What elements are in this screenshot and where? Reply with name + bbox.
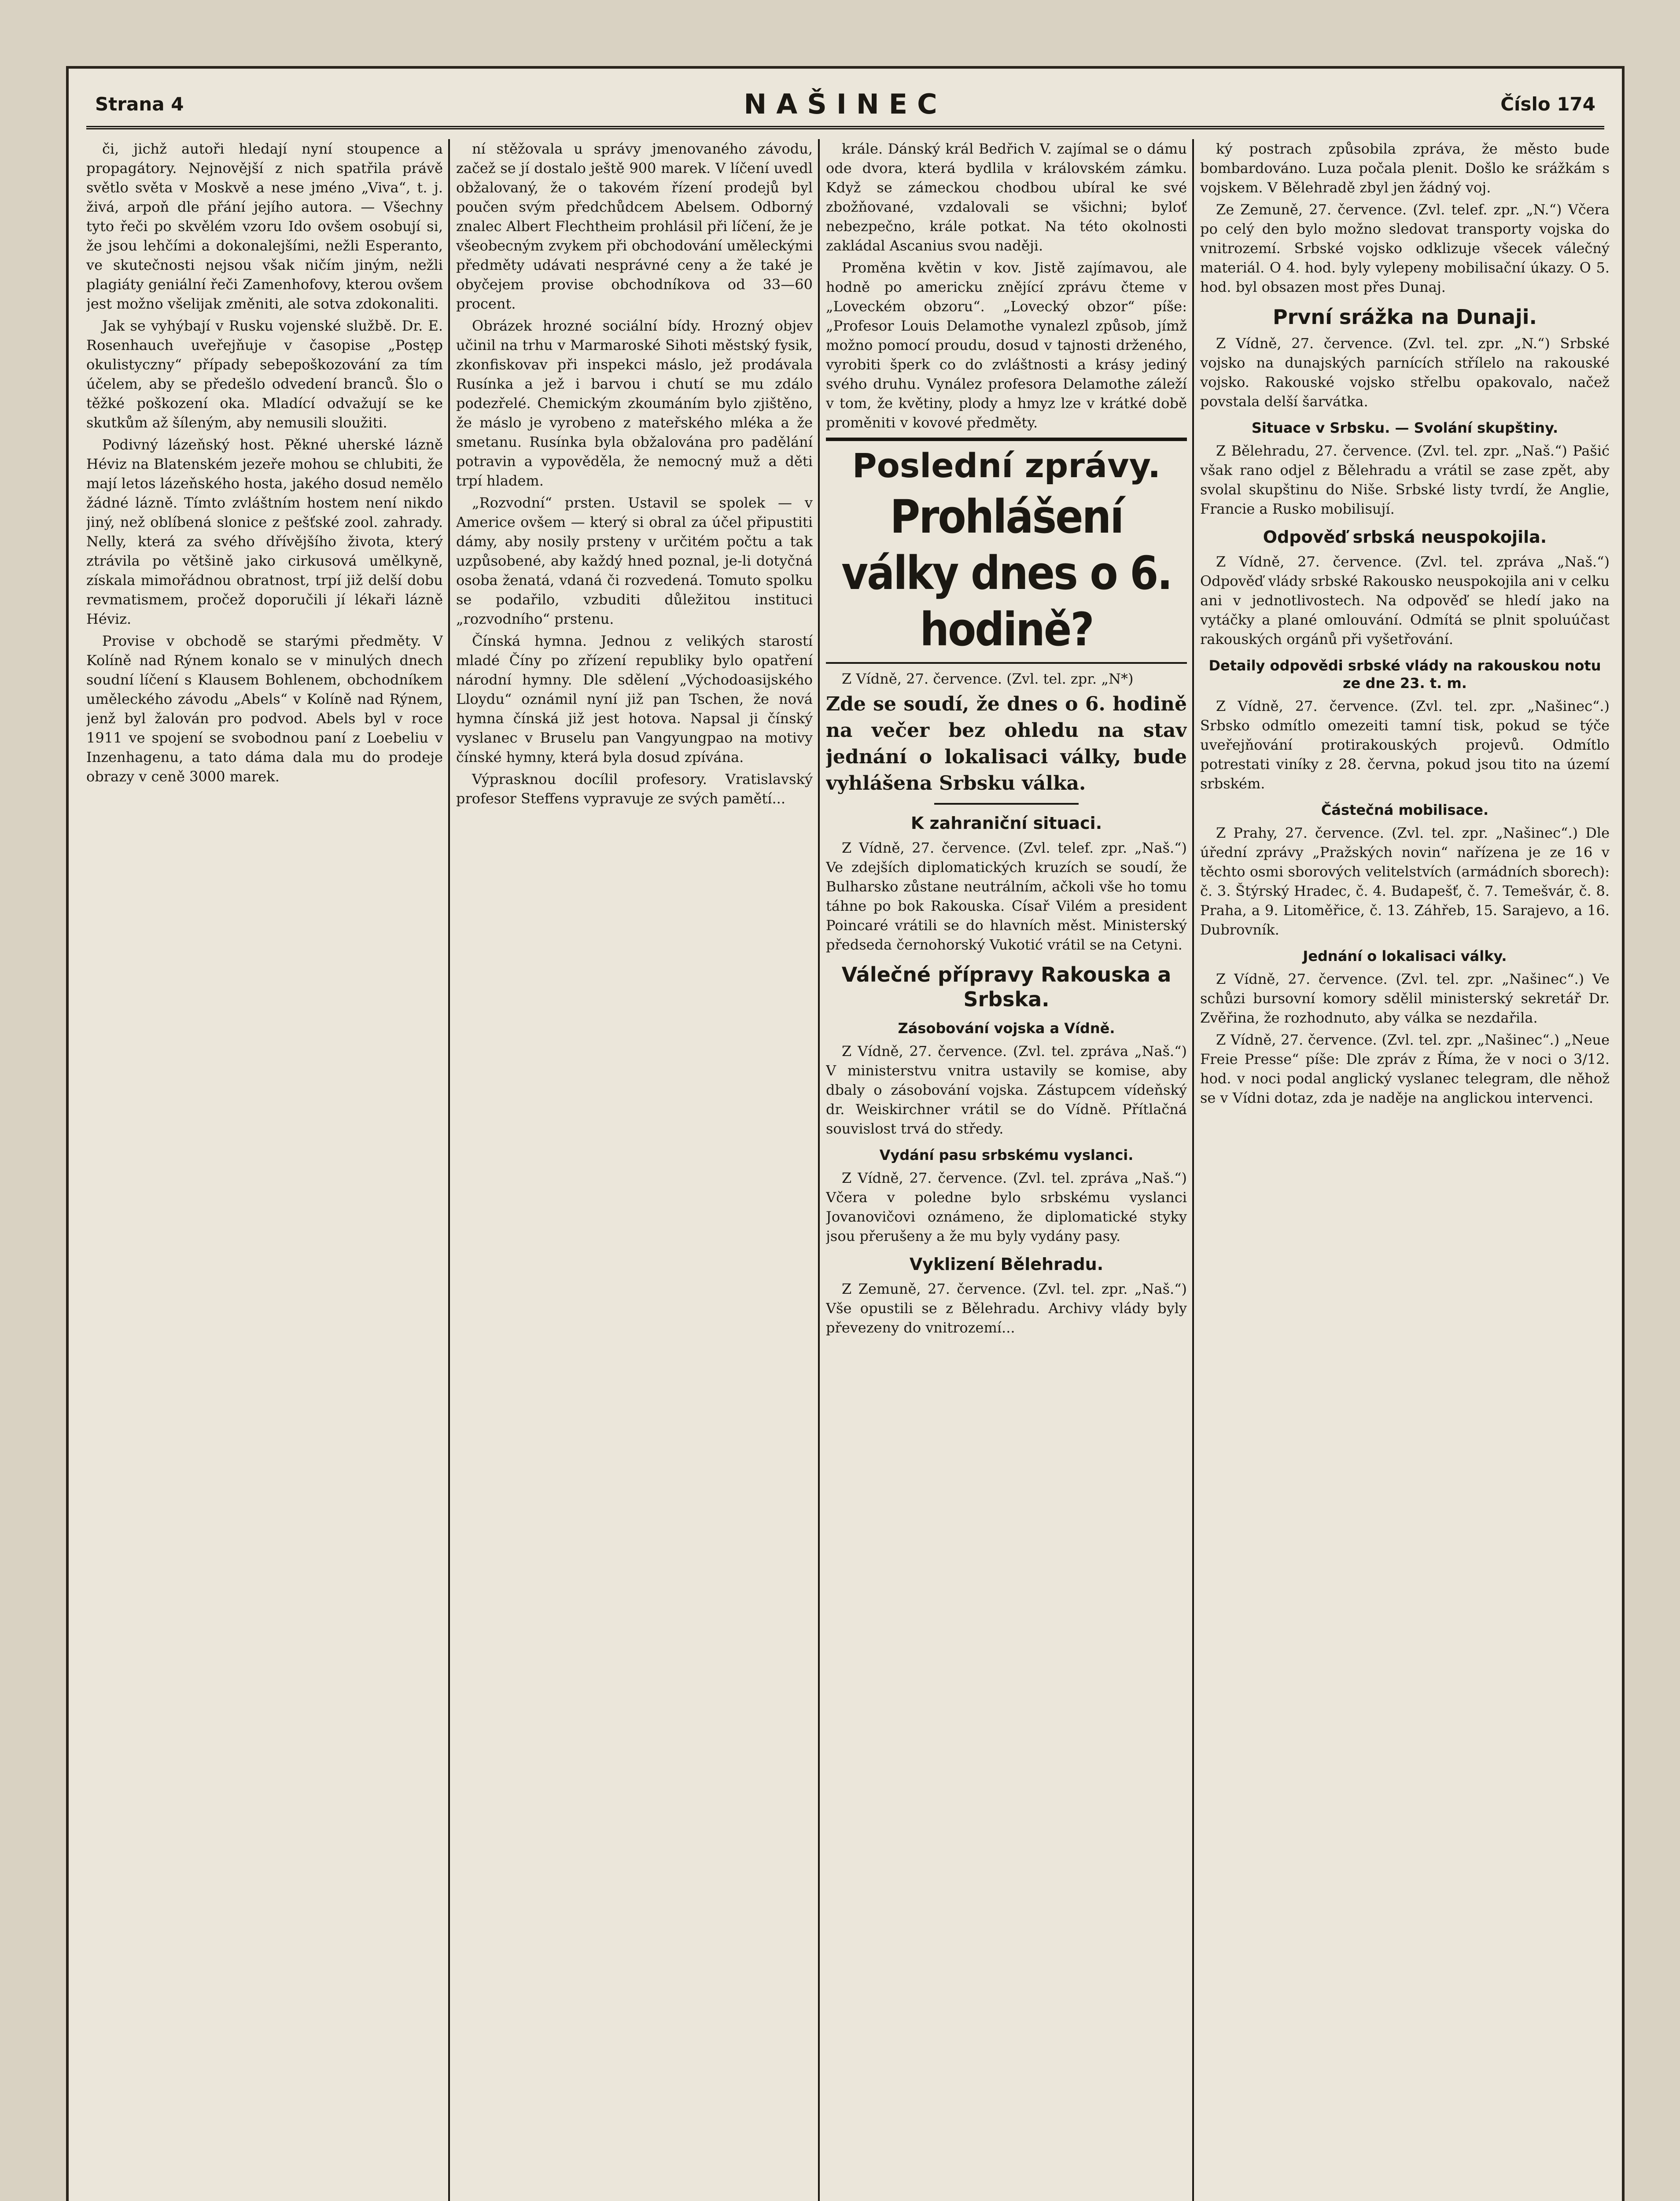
- article-paragraph: Z Prahy, 27. července. (Zvl. tel. zpr. „Našinec“.) Dle úřední zprávy „Pražských novin“ nařízena je ze 16 v těchto osmi sborových velitelstvích (armádních sborech): č. 3. Štýrský Hradec, č. 4. Budapešť, č. 7. Temešvár, č. 8. Praha, a 9. Litoměřice, č. 13. Záhřeb, 15. Sarajevo, a 16. Dubrovník.: [1200, 824, 1610, 938]
- article-paragraph: „Rozvodní“ prsten. Ustavil se spolek — v Americe ovšem — který si obral za účel připustiti dámy, aby nosily prsteny v určitém počtu a tak uzpůsobené, aby každý hned poznal, je-li dotyčná osoba ženatá, vdaná či rozvedená. Tomuto spolku se podařilo, vzbuditi důležitou instituci „rozvodního“ prstenu.: [456, 494, 813, 627]
- page-number: Strana 4: [95, 93, 184, 115]
- issue-number: Číslo 174: [1500, 93, 1595, 115]
- article-paragraph: Čínská hymna. Jednou z velikých starostí mladé Číny po zřízení republiky bylo opatření národní hymny. Dle sdělení „Východoasijského Lloydu“ oznámil nyní již pan Tschen, že nová hymna čínská již jest hotova. Napsal ji čínský vyslanec v Bruselu pan Vangyungpao na motivy čínské hymny, která byla dosud zpívána.: [456, 633, 813, 766]
- article-paragraph: Z Vídně, 27. července. (Zvl. tel. zpr. „Našinec“.) Ve schůzi bursovní komory sdělil ministerský sekretář Dr. Zvěřina, že rozhodnuto, aby válka se nezdařila.: [1200, 971, 1610, 1026]
- article-paragraph: Z Vídně, 27. července. (Zvl. tel. zpr. „Našinec“.) Srbsko odmítlo omezeiti tamní tisk, pokud se týče uveřejňování protirakouských projevů. Odmítlo potrestati viníky z 28. června, pokud jsou tito na území srbském.: [1200, 698, 1610, 792]
- breaking-news-headline: Prohlášení války dnes o 6. hodině?: [841, 490, 1172, 656]
- article-paragraph: krále. Dánský král Bedřich V. zajímal se o dámu ode dvora, která bydlila v královském zámku. Když se zámeckou chodbou ubíral ke své zbožňované, vzdalovali se všichni; byloť nebezpečno, krále potkat. Na této okolnosti zakládal Ascanius svou naději.: [826, 140, 1187, 254]
- article-paragraph: Obrázek hrozné sociální bídy. Hrozný objev učinil na trhu v Marmaroské Sihoti městský fysik, zkonfiskovav při inspekci máslo, jež prodávala Rusínka a jež i barvou i chutí se mu zdálo podezřelé. Chemickým zkoumáním bylo zjištěno, že máslo je vyrobeno z mateřského mléka a že smetanu. Rusínka byla obžalována pro padělání potravin a vypověděla, že nemocný muž a děti trpí hladem.: [456, 317, 813, 489]
- subheading: Jednání o lokalisaci války.: [1303, 948, 1507, 964]
- column-rule: [818, 139, 820, 2201]
- newspaper-page: [66, 66, 1625, 2201]
- article-paragraph: Provise v obchodě se starými předměty. V Kolíně nad Rýnem konalo se v minulých dnech soudní líčení s Klausem Bohlenem, obchodníkem uměleckého závodu „Abels“ v Kolíně nad Rýnem, jenž byl žalován pro podvod. Abels byl v roce 1911 ve spojení se svobodnou paní z Loebeliu v Inzenhagenu, a tato dáma dala mu do prodeje obrazy v ceně 3000 marek.: [86, 633, 443, 785]
- column-3: [826, 139, 1187, 2201]
- subheading: Situace v Srbsku. — Svolání skupštiny.: [1251, 420, 1558, 436]
- column-1: [86, 139, 443, 2201]
- masthead: NAŠINEC: [744, 88, 947, 120]
- dateline: Z Vídně, 27. července. (Zvl. tel. zpr. „N*): [842, 670, 1134, 687]
- article-paragraph: Jak se vyhýbají v Rusku vojenské službě. Dr. E. Rosenhauch uveřejňuje v časopise „Postęp okulistyczny“ případy sebepoškozování za tím účelem, aby se předešlo odvedení branců. Šlo o těžké poškození oka. Mladící odvažují se ke skutkům až šíleným, aby nemusili sloužiti.: [86, 317, 443, 431]
- section-heading: Válečné přípravy Rakouska a Srbska.: [841, 963, 1172, 1011]
- article-paragraph: ký postrach způsobila zpráva, že město bude bombardováno. Luza počala plenit. Došlo ke srážkám s vojskem. V Bělehradě zbyl jen žádný voj.: [1200, 140, 1610, 196]
- subheading: Vydání pasu srbskému vyslanci.: [879, 1147, 1134, 1163]
- subheading: Částečná mobilisace.: [1321, 802, 1489, 818]
- article-paragraph: ní stěžovala u správy jmenovaného závodu, začež se jí dostalo ještě 900 marek. V líčení uvedl obžalovaný, že o takovém řízení prodejů byl poučen svým předchůdcem Abelsem. Odborný znalec Albert Flechtheim prohlásil při líčení, že je všeobecným zvykem při obchodování uměleckými předměty udávati nesprávné ceny a že také je obyčejem provise obchodníkova od 33—60 procent.: [456, 140, 813, 312]
- article-paragraph: Proměna květin v kov. Jistě zajímavou, ale hodně po americku znějící zprávu čteme v „Loveckém obzoru“. „Lovecký obzor“ píše: „Profesor Louis Delamothe vynalezl způsob, jímž možno pomocí proudu, dosud v tajnosti drženého, vyrobiti šperk co do zvláštnosti a krásy jediný svého druhu. Vynález profesora Delamothe záleží v tom, že květiny, plody a hmyz lze v krátké době proměniti v kovové předměty.: [826, 259, 1187, 431]
- article-paragraph: Z Bělehradu, 27. července. (Zvl. tel. zpr. „Naš.“) Pašić však rano odjel z Bělehradu a vrátil se zase zpět, aby svolal skupštinu do Niše. Srbské listy tvrdí, že Anglie, Francie a Rusko mobilisují.: [1200, 442, 1610, 517]
- section-heading: Odpověď srbská neuspokojila.: [1263, 527, 1547, 547]
- article-paragraph: Z Vídně, 27. července. (Zvl. tel. zpráva „Naš.“) V ministerstvu vnitra ustavily se komise, aby dbaly o zásobování vojska. Zástupcem vídeňský dr. Weiskirchner vrátil se do Vídně. Přítlačná souvislost trvá do středy.: [826, 1043, 1187, 1137]
- breaking-news-title: Poslední zprávy.: [852, 446, 1161, 485]
- column-rule: [448, 139, 450, 2201]
- section-heading: Vyklizení Bělehradu.: [909, 1255, 1104, 1274]
- breaking-news-box: [826, 438, 1187, 664]
- column-2: [456, 139, 813, 2201]
- article-paragraph: Z Vídně, 27. července. (Zvl. tel. zpr. „N.“) Srbské vojsko na dunajských parnících střílelo na rakouské vojsko. Rakouské vojsko střelbu opakovalo, načež povstala delší šarvátka.: [1200, 335, 1610, 410]
- article-paragraph: Z Vídně, 27. července. (Zvl. telef. zpr. „Naš.“) Ve zdejších diplomatických kruzích se soudí, že Bulharsko zůstane neutrálním, ačkoli vše ho tomu táhne po bok Rakouska. Císař Vilém a president Poincaré vrátili se do hlavních měst. Ministerský předseda černohorský Vukotić vrátil se na Cetyni.: [826, 839, 1187, 953]
- subheading: Detaily odpovědi srbské vlády na rakouskou notu ze dne 23. t. m.: [1208, 657, 1601, 692]
- page-header: [86, 77, 1604, 129]
- breaking-news-lead: Zde se soudí, že dnes o 6. hodině na večer bez ohledu na stav jednání o lokalisaci války, bude vyhlášena Srbsku válka.: [826, 693, 1187, 795]
- section-heading: K zahraniční situaci.: [910, 813, 1102, 833]
- article-paragraph: Z Vídně, 27. července. (Zvl. tel. zpr. „Našinec“.) „Neue Freie Presse“ píše: Dle zpráv z Říma, že v noci o 3/12. hod. v noci podal anglický vyslanec telegram, dle něhož se v Vídni dotaz, zda je naděje na anglickou intervenci.: [1200, 1031, 1610, 1106]
- article-paragraph: Ze Zemuně, 27. července. (Zvl. telef. zpr. „N.“) Včera po celý den bylo možno sledovat transporty vojska do vnitrozemí. Srbské vojsko odklizuje všecek válečný materiál. O 4. hod. byly vylepeny mobilisační úkazy. O 5. hod. byl obsazen most přes Dunaj.: [1200, 201, 1610, 295]
- article-paragraph: Z Zemuně, 27. července. (Zvl. tel. zpr. „Naš.“) Vše opustili se z Bělehradu. Archivy vlády byly převezeny do vnitrozemí...: [826, 1281, 1187, 1336]
- article-paragraph: Z Vídně, 27. července. (Zvl. tel. zpráva „Naš.“) Včera v poledne bylo srbskému vyslanci Jovanovičovi oznámeno, že diplomatické styky jsou přerušeny a že mu byly vydány pasy.: [826, 1170, 1187, 1244]
- column-rule: [1192, 139, 1194, 2201]
- subheading: Zásobování vojska a Vídně.: [898, 1020, 1115, 1037]
- article-paragraph: Podivný lázeňský host. Pěkné uherské lázně Héviz na Blatenském jezeře mohou se chlubiti, že mají letos lázeňského hosta, jakého dosud nemělo žádné lázně. Tímto zvláštním hostem není nikdo jiný, než oblíbená slonice z pešťské zool. zahrady. Nelly, která za svého dřívějšího života, který ztrávila po většině jako cirkusová umělkyně, získala mimořádnou obratnost, trpí již delší dobu revmatismem, pročež doporučili jí lékaři lázně Héviz.: [86, 436, 443, 627]
- section-divider: [934, 803, 1079, 805]
- column-4: [1200, 139, 1610, 2201]
- article-paragraph: Z Vídně, 27. července. (Zvl. tel. zpráva „Naš.“) Odpověď vlády srbské Rakousko neuspokojila ani v celku ani v jednotlivostech. Na odpověď se hledí jako na vytáčky a plané omlouvání. Odmítá se plnit spoluúčast rakouských orgánů při vyšetřování.: [1200, 553, 1610, 648]
- article-paragraph: Výprasknou docílil profesory. Vratislavský profesor Steffens vypravuje ze svých pamětí...: [456, 771, 813, 807]
- article-paragraph: či, jichž autoři hledají nyní stoupence a propagátory. Nejnovější z nich spatřila právě světlo světa v Moskvě a nese jméno „Viva“, t. j. živá, arpoň dle přání jejího autora. — Všechny tyto řeči po skvělém vzoru Ido ovšem osobují si, že jsou lehčími a dokonalejšími, nežli Esperanto, ve skutečnosti nejsou však ničím jiným, nežli plagiáty geniální řeči Zamenhofovy, kterou ovšem jest možno všelijak změniti, ale sotva zdokonaliti.: [86, 140, 443, 312]
- section-heading: První srážka na Dunaji.: [1273, 305, 1537, 329]
